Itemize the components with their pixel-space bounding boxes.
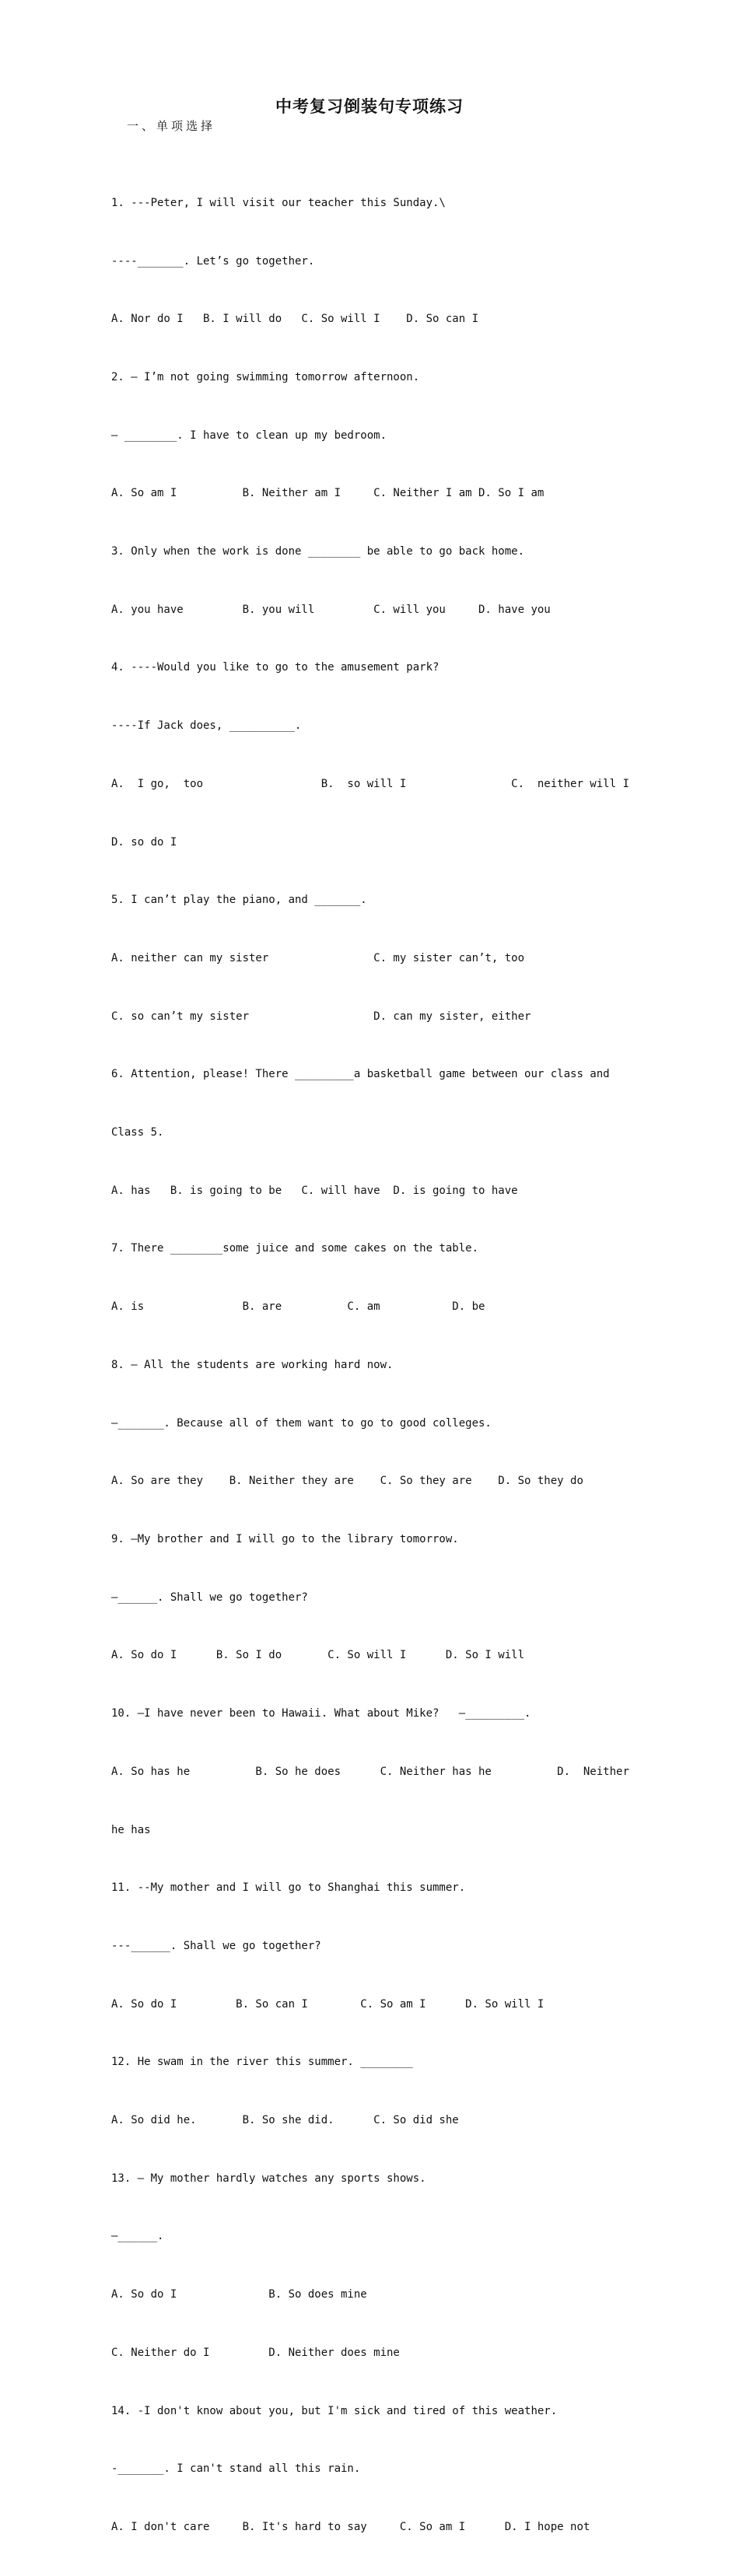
text-line: — ________. I have to clean up my bedroom. [111,429,387,442]
text-line: A. So did he. B. So she did. C. So did she [111,2114,459,2127]
text-line: —______. [111,2230,164,2243]
document-title: 中考复习倒装句专项练习 [275,97,464,116]
text-line: ----If Jack does, __________. [111,719,302,733]
text-line: 10. —I have never been to Hawaii. What about Mike? —_________. [111,1707,531,1720]
text-line: A. you have B. you will C. will you D. have you [111,603,551,616]
text-line: A. So do I B. So does mine [111,2288,367,2301]
text-line: Class 5. [111,1126,164,1139]
text-line: 4. ----Would you like to go to the amusement park? [111,661,440,674]
text-line: ---______. Shall we go together? [111,1939,321,1952]
text-line: A. So are they B. Neither they are C. So they are D. So they do [111,1475,583,1488]
text-line: A. I don't care B. It's hard to say C. So am I D. I hope not [111,2520,590,2533]
text-line: A. Nor do I B. I will do C. So will I D. So can I [111,313,479,326]
text-line: ----_______. Let’s go together. [111,254,315,268]
text-line: C. Neither do I D. Neither does mine [111,2346,400,2359]
text-line: 13. — My mother hardly watches any sports shows. [111,2172,426,2185]
text-line: 8. — All the students are working hard now. [111,1358,394,1371]
text-line: 5. I can’t play the piano, and _______. [111,894,367,907]
text-line: A. I go, too B. so will I C. neither will I [111,777,629,790]
text-line: A. is B. are C. am D. be [111,1300,485,1314]
text-line: A. So am I B. Neither am I C. Neither I am D. So I am [111,487,545,500]
exercise-content [111,155,632,2576]
text-line: -_______. I can't stand all this rain. [111,2462,361,2476]
text-line: 3. Only when the work is done ________ be able to go back home. [111,545,525,558]
text-line: 6. Attention, please! There _________a basketball game between our class and [111,1068,610,1081]
text-line: A. So do I B. So can I C. So am I D. So will I [111,1997,545,2011]
text-line: he has [111,1823,151,1836]
section-heading: 一、单项选择 [127,119,216,133]
text-line: A. neither can my sister C. my sister can’t, too [111,951,525,964]
text-line: —______. Shall we go together? [111,1591,308,1604]
text-line: A. So has he B. So he does C. Neither has he D. Neither [111,1765,629,1778]
text-line: 14. -I don't know about you, but I'm sick and tired of this weather. [111,2404,558,2417]
text-line: 12. He swam in the river this summer. ________ [111,2056,413,2069]
text-line: A. has B. is going to be C. will have D. is going to have [111,1184,518,1197]
text-line: A. So do I B. So I do C. So will I D. So I will [111,1649,525,1662]
text-line: 11. --My mother and I will go to Shanghai this summer. [111,1881,466,1895]
text-line: 1. ---Peter, I will visit our teacher this Sunday.\ [111,196,446,209]
text-line: 7. There ________some juice and some cakes on the table. [111,1242,479,1255]
text-line: 2. — I’m not going swimming tomorrow afternoon. [111,370,420,383]
text-line: —_______. Because all of them want to go to good colleges. [111,1416,492,1430]
text-line: D. so do I [111,835,177,849]
text-line: 9. —My brother and I will go to the library tomorrow. [111,1532,459,1545]
text-line: C. so can’t my sister D. can my sister, either [111,1010,531,1023]
